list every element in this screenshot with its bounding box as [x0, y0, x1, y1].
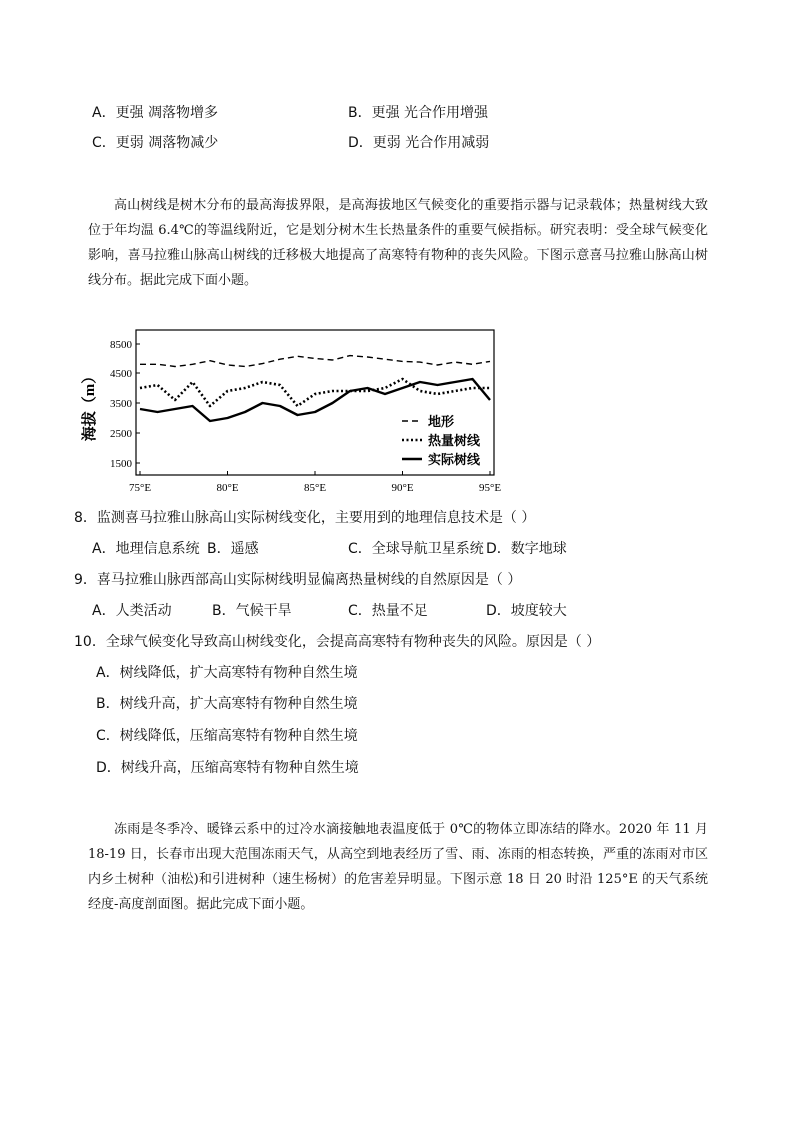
option-a: A．更强 凋落物增多 [92, 105, 219, 121]
q9-option-c: C．热量不足 [348, 603, 428, 619]
y-tick-label: 3500 [110, 398, 132, 410]
q10-option-d: D．树线升高，压缩高寒特有物种自然生境 [96, 760, 359, 776]
q10-option-b: B．树线升高，扩大高寒特有物种自然生境 [96, 696, 358, 712]
q10-option-c: C．树线降低，压缩高寒特有物种自然生境 [96, 728, 358, 744]
legend-label: 实际树线 [428, 452, 481, 467]
x-tick-label: 90°E [391, 482, 414, 494]
q10-option-a: A．树线降低，扩大高寒特有物种自然生境 [96, 665, 358, 681]
y-tick-label: 2500 [110, 428, 132, 440]
q8-stem: 8．监测喜马拉雅山脉高山实际树线变化，主要用到的地理信息技术是（ ） [74, 510, 536, 526]
option-b: B．更强 光合作用增强 [348, 105, 489, 121]
series-line-1 [140, 356, 490, 367]
q8-option-d: D．数字地球 [486, 541, 567, 557]
q9-option-d: D．坡度较大 [486, 603, 567, 619]
passage-treeline-text: 高山树线是树木分布的最高海拔界限，是高海拔地区气候变化的重要指示器与记录载体；热量树线大致位于年均温 6.4℃的等温线附近，它是划分树木生长热量条件的重要气候指标。研究表明：受全球气候变化影响，喜马拉雅山脉高山树线的迁移极大地提高了高寒特有物种的丧失风险。下图示意喜马拉雅山脉高山树线分布。据此完成下面小题。 [88, 198, 708, 288]
x-tick-label: 85°E [303, 482, 327, 494]
x-tick-label: 80°E [216, 482, 239, 494]
q8-option-a: A．地理信息系统 [92, 541, 200, 557]
x-tick-label: 75°E [128, 482, 152, 494]
legend-label: 热量树线 [428, 433, 481, 448]
passage-treeline [88, 193, 708, 293]
q8-option-c: C．全球导航卫星系统 [348, 541, 484, 557]
q9-stem: 9．喜马拉雅山脉西部高山实际树线明显偏离热量树线的自然原因是（ ） [74, 572, 522, 588]
y-axis-label: 海拔（m） [82, 368, 98, 442]
y-tick-label: 8500 [110, 339, 132, 351]
x-tick-label: 95°E [478, 482, 502, 494]
series-line-2 [140, 379, 490, 406]
passage-freezing-rain [88, 817, 708, 917]
legend-label: 地形 [428, 414, 455, 429]
passage-freezing-rain-text: 冻雨是冬季冷、暖锋云系中的过冷水滴接触地表温度低于 0℃的物体立即冻结的降水。2020 年 11 月18-19 日，长春市出现大范围冻雨天气，从高空到地表经历了雪、雨、冻雨的相态转换，严重的冻雨对市区内乡土树种（油松)和引进树种（速生杨树）的危害差异明显。下图示意 18 日 20 时沿 125°E 的天气系统经度-高度剖面图。据此完成下面小题。 [88, 822, 708, 912]
q8-option-b: B．遥感 [207, 541, 259, 557]
q9-option-b: B．气候干旱 [212, 603, 292, 619]
option-c: C．更弱 凋落物减少 [92, 135, 219, 151]
y-tick-label: 1500 [110, 458, 132, 470]
treeline-chart [74, 325, 504, 500]
option-d: D．更弱 光合作用减弱 [348, 135, 490, 151]
q10-stem: 10．全球气候变化导致高山树线变化，会提高高寒特有物种丧失的风险。原因是（ ） [74, 634, 601, 650]
y-tick-label: 4500 [110, 368, 132, 380]
q9-option-a: A．人类活动 [92, 603, 172, 619]
